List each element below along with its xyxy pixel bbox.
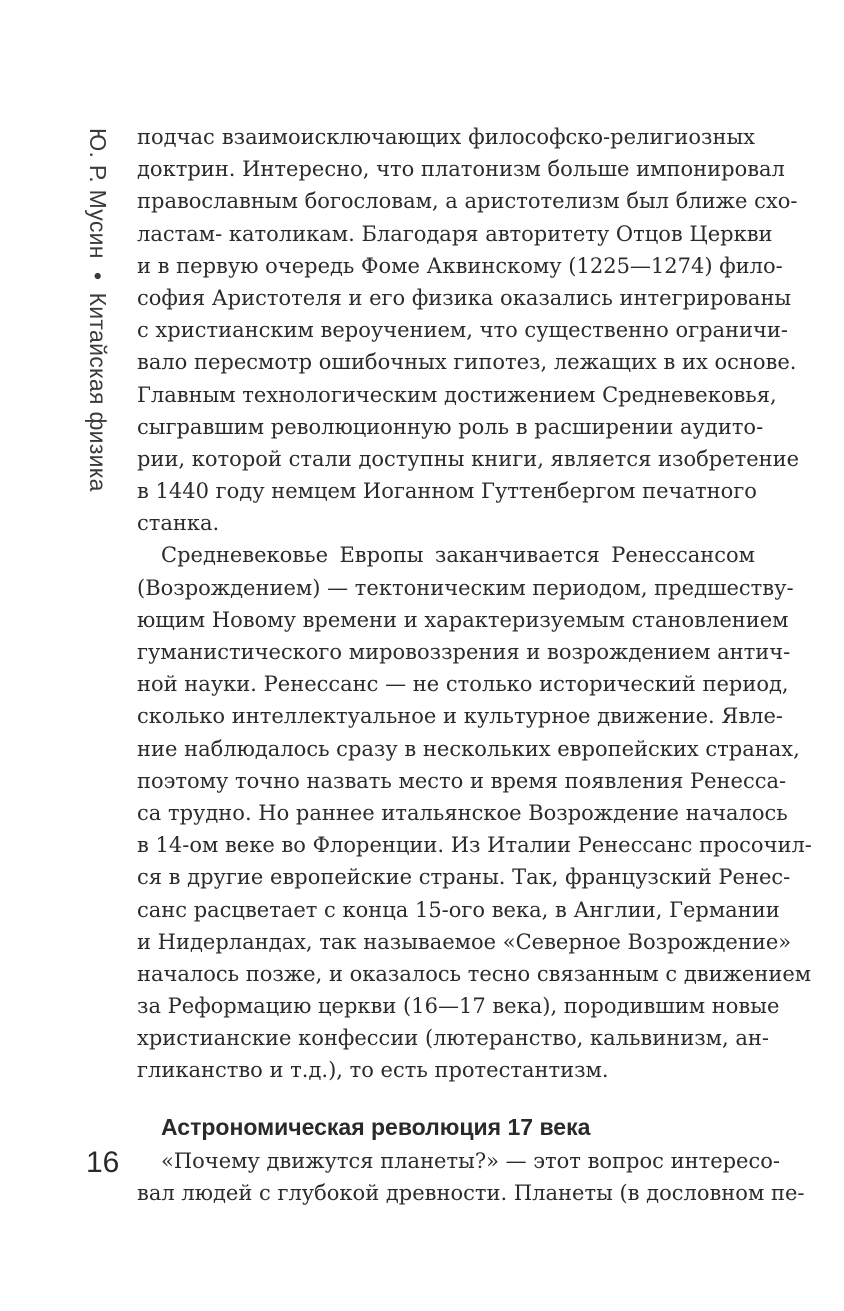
- text-line: поэтому точно назвать место и время появления Ренесса-: [137, 768, 787, 793]
- running-head: [86, 128, 109, 492]
- text-line: ющим Новому времени и характеризуемым становлением: [137, 607, 789, 632]
- text-line: сколько интеллектуальное и культурное движение. Явле-: [137, 704, 784, 729]
- text-line: в 14-ом веке во Флоренции. Из Италии Ренессанс просочил-: [137, 833, 812, 858]
- text-line: подчас взаимоисключающих философско-религиозных: [137, 125, 755, 149]
- text-line: санс расцветает с конца 15-ого века, в Англии, Германии: [137, 897, 780, 922]
- text-line: ние наблюдалось сразу в нескольких европейских странах,: [137, 736, 800, 761]
- text-line: вало пересмотр ошибочных гипотез, лежащих в их основе.: [137, 350, 797, 375]
- text-line: православным богословам, а аристотелизм был ближе схо-: [137, 189, 798, 214]
- running-head-separator: •: [85, 271, 111, 280]
- running-head-author: Ю. Р. Мусин: [85, 128, 111, 259]
- body-text: [137, 121, 812, 1209]
- text-line: сыгравшим революционную роль в расширении аудито-: [137, 414, 764, 439]
- text-line: Главным технологическим достижением Средневековья,: [137, 382, 777, 407]
- paragraph-1: [137, 121, 800, 539]
- text-line: гуманистического мировоззрения и возрождением антич-: [137, 640, 791, 664]
- page-number: 16: [86, 1146, 120, 1179]
- text-line: Средневековье Европы заканчивается Ренессансом: [161, 543, 755, 568]
- text-line: (Возрождением) — тектоническим периодом, предшеству-: [137, 575, 794, 600]
- text-line: рии, которой стали доступны книги, является изобретение: [137, 446, 800, 471]
- text-line: началось позже, и оказалось тесно связанным с движением: [137, 961, 812, 986]
- text-line: в 1440 году немцем Иоганном Гуттенбергом печатного: [137, 479, 757, 504]
- heading-spacer: [137, 1087, 755, 1109]
- text-line: вал людей с глубокой древности. Планеты (в дословном пе-: [137, 1180, 805, 1205]
- text-line: станка.: [137, 511, 220, 536]
- text-line: ластам- католикам. Благодаря авторитету Отцов Церкви: [137, 221, 773, 246]
- text-line: «Почему движутся планеты?» — этот вопрос интересо-: [161, 1148, 780, 1173]
- section-heading: Астрономическая революция 17 века: [161, 1113, 591, 1140]
- running-head-book-title: Китайская физика: [85, 292, 111, 492]
- paragraph-3: [137, 1145, 805, 1209]
- text-line: и Нидерландах, так называемое «Северное Возрождение»: [137, 929, 792, 954]
- text-line: христианские конфессии (лютеранство, кальвинизм, ан-: [137, 1026, 769, 1051]
- text-line: ся в другие европейские страны. Так, французский Ренес-: [137, 865, 791, 890]
- text-line: и в первую очередь Фоме Аквинскому (1225—1274) фило-: [137, 253, 783, 278]
- text-line: софия Аристотеля и его физика оказались интегрированы: [137, 285, 792, 310]
- text-line: с христианским вероучением, что существенно ограничи-: [137, 318, 789, 343]
- text-line: за Реформацию церкви (16—17 века), породившим новые: [137, 994, 780, 1019]
- text-line: гликанство и т.д.), то есть протестантизм.: [137, 1058, 609, 1083]
- paragraph-2: [137, 539, 812, 1086]
- text-line: ной науки. Ренессанс — не столько исторический период,: [137, 672, 789, 697]
- text-line: са трудно. Но раннее итальянское Возрождение началось: [137, 800, 788, 825]
- text-line: доктрин. Интересно, что платонизм больше импонировал: [137, 157, 785, 182]
